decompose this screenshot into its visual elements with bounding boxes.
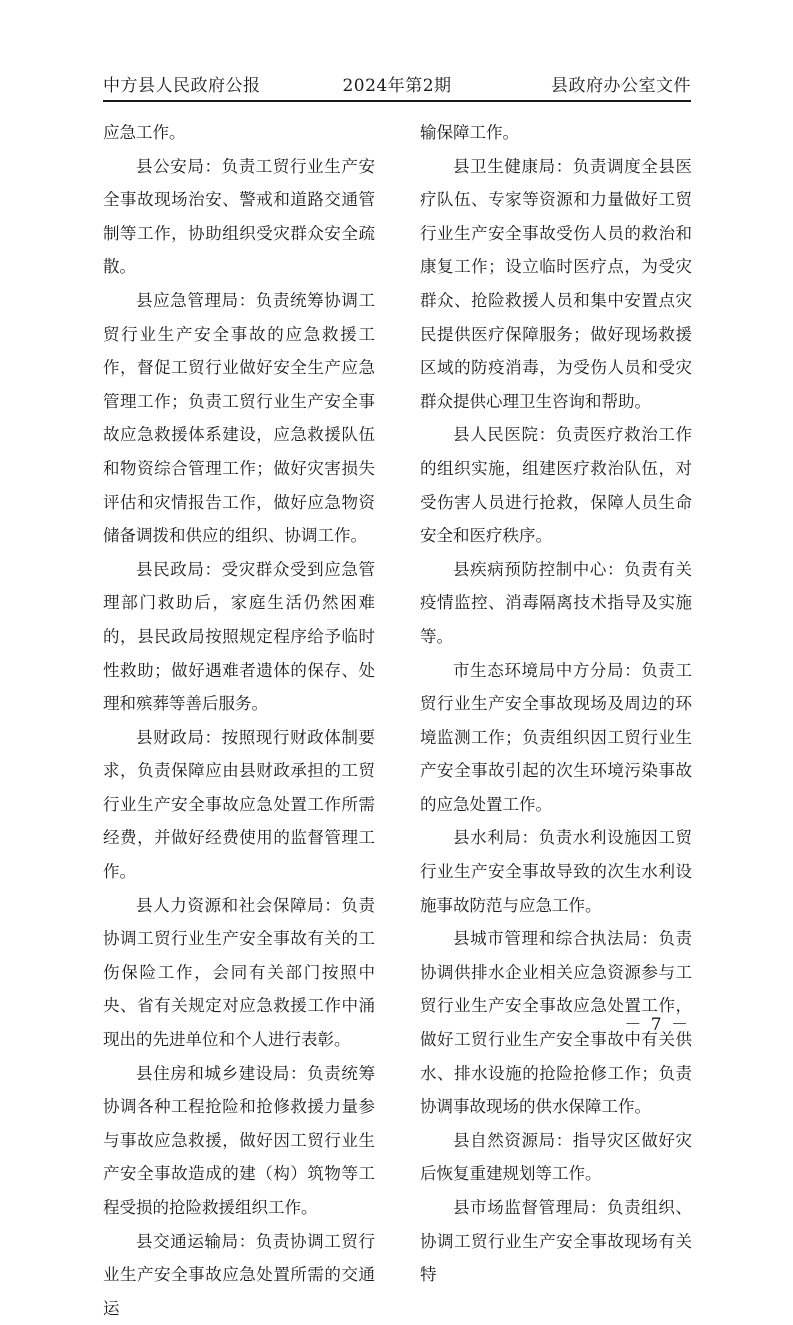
header-rule [103,100,691,102]
paragraph: 县卫生健康局：负责调度全县医疗队伍、专家等资源和力量做好工贸行业生产安全事故受伤人员的救治和康复工作；设立临时医疗点，为受灾群众、抢险救援人员和集中安置点灾民提供医疗保障服务；做好现场救援区域的防疫消毒，为受伤人员和受灾群众提供心理卫生咨询和帮助。 [420,156,692,411]
paragraph: 县自然资源局：指导灾区做好灾后恢复重建规划等工作。 [420,1130,692,1184]
paragraph: 县民政局：受灾群众受到应急管理部门救助后，家庭生活仍然困难的，县民政局按照规定程序给予临时性救助；做好遇难者遗体的保存、处理和殡葬等善后服务。 [103,559,375,714]
paragraph: 输保障工作。 [420,123,519,142]
paragraph: 县水利局：负责水利设施因工贸行业生产安全事故导致的次生水利设施事故防范与应急工作。 [420,828,692,915]
page-number: － 7 － [624,1015,690,1035]
right-column [420,116,692,1292]
paragraph: 县应急管理局：负责统筹协调工贸行业生产安全事故的应急救援工作，督促工贸行业做好安全生产应急管理工作；负责工贸行业生产安全事故应急救援体系建设，应急救援队伍和物资综合管理工作；做好灾害损失评估和灾情报告工作，做好应急物资储备调拨和供应的组织、协调工作。 [103,290,375,546]
paragraph: 县人力资源和社会保障局：负责协调工贸行业生产安全事故有关的工伤保险工作，会同有关部门按照中央、省有关规定对应急救援工作中涌现出的先进单位和个人进行表彰。 [103,895,375,1050]
page-header [103,75,691,103]
paragraph: 市生态环境局中方分局：负责工贸行业生产安全事故现场及周边的环境监测工作；负责组织因工贸行业生产安全事故引起的次生环境污染事故的应急处置工作。 [420,660,692,814]
left-column [103,116,375,1325]
header-issue: 2024年第2期 [342,76,452,96]
paragraph: 县住房和城乡建设局：负责统筹协调各种工程抢险和抢修救援力量参与事故应急救援，做好因工贸行业生产安全事故造成的建（构）筑物等工程受损的抢险救援组织工作。 [103,1063,375,1217]
header-section: 县政府办公室文件 [551,76,691,96]
paragraph: 县市场监督管理局：负责组织、协调工贸行业生产安全事故现场有关特 [420,1198,692,1285]
paragraph: 县交通运输局：负责协调工贸行业生产安全事故应急处置所需的交通运 [103,1231,375,1318]
paragraph: 县城市管理和综合执法局：负责协调供排水企业相关应急资源参与工贸行业生产安全事故应急处置工作，做好工贸行业生产安全事故中有关供水、排水设施的抢险抢修工作；负责协调事故现场的供水保障工作。 [420,929,692,1117]
header-publication: 中方县人民政府公报 [103,76,261,96]
paragraph: 县财政局：按照现行财政体制要求，负责保障应由县财政承担的工贸行业生产安全事故应急处置工作所需经费，并做好经费使用的监督管理工作。 [103,727,375,882]
paragraph: 县人民医院：负责医疗救治工作的组织实施，组建医疗救治队伍，对受伤害人员进行抢救，保障人员生命安全和医疗秩序。 [420,425,692,546]
paragraph: 县公安局：负责工贸行业生产安全事故现场治安、警戒和道路交通管制等工作，协助组织受灾群众安全疏散。 [103,156,375,277]
paragraph: 应急工作。 [103,123,186,142]
paragraph: 县疾病预防控制中心：负责有关疫情监控、消毒隔离技术指导及实施等。 [420,559,692,646]
